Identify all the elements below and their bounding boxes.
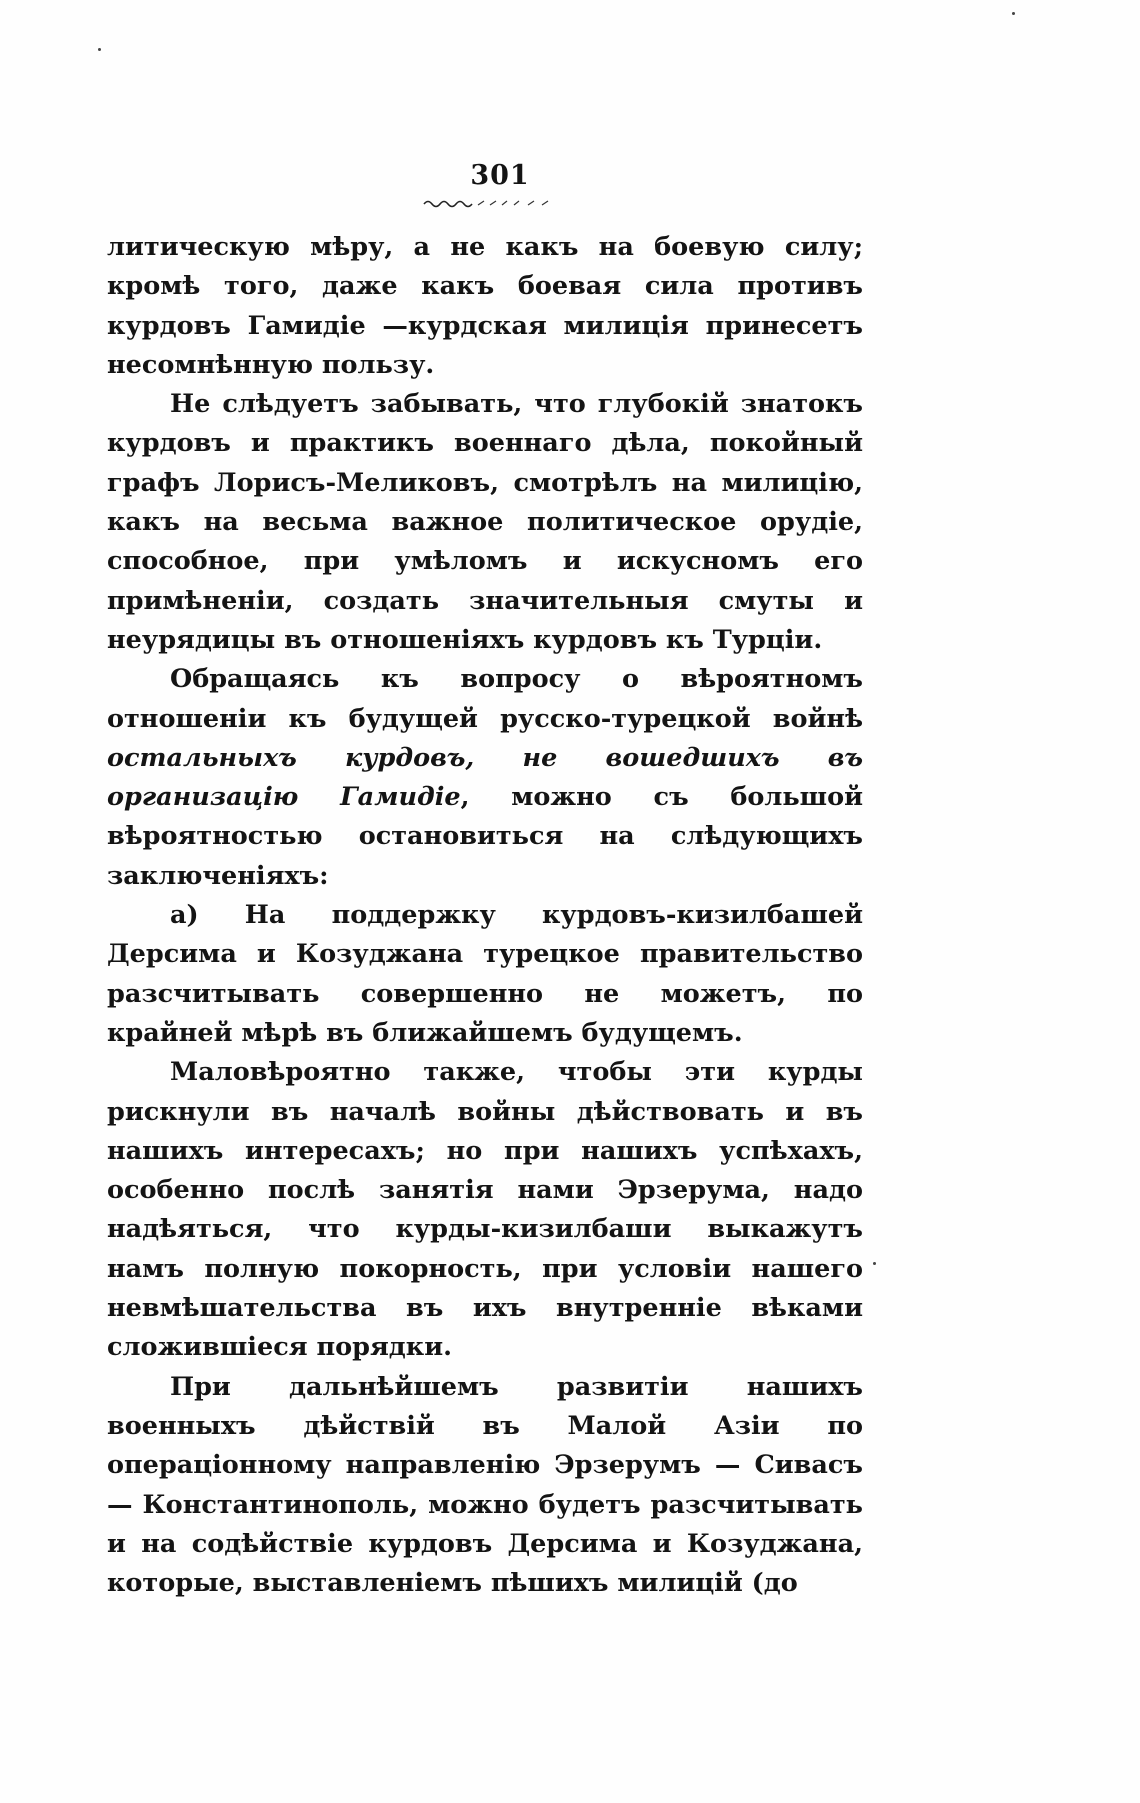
paragraph-2: Не слѣдуетъ забывать, что глубокій знатокъ курдовъ и практикъ военнаго дѣла, покойный графъ Лорисъ-Меликовъ, смотрѣлъ на милицію, какъ на весьма важное политическое орудіе, способное, при умѣломъ и искусномъ его примѣненіи, создать значительныя смуты и неурядицы въ отношеніяхъ курдовъ къ Турціи. bbox=[107, 389, 863, 655]
scan-speck bbox=[1012, 12, 1015, 15]
scan-speck bbox=[98, 48, 101, 51]
paragraph-4: а) На поддержку курдовъ-кизилбашей Дерсима и Козуджана турецкое правительство разсчитывать совершенно не можетъ, по крайней мѣрѣ въ ближайшемъ будущемъ. bbox=[107, 900, 863, 1048]
paragraph-3-text-start: Обращаясь къ вопросу о вѣроятномъ отношеніи къ будущей русско-турецкой войнѣ bbox=[107, 664, 863, 734]
paragraph-1: литическую мѣру, а не какъ на боевую силу; кромѣ того, даже какъ боевая сила противъ курдовъ Гамидіе —курдская милиція принесетъ несомнѣнную пользу. bbox=[107, 232, 863, 380]
paragraph-6: При дальнѣйшемъ развитіи нашихъ военныхъ дѣйствій въ Малой Азіи по операціонному направленію Эрзерумъ — Сивасъ — Константинополь, можно будетъ разсчитывать и на содѣйствіе курдовъ Дерсима и Козуджана, которые, выставленіемъ пѣшихъ милицій (до bbox=[107, 1371, 863, 1599]
page-number: 301 bbox=[470, 160, 530, 191]
body-text bbox=[107, 228, 863, 1603]
paragraph-3-italic-phrase: остальныхъ курдовъ, не вошедшихъ въ организацію Гамидіе bbox=[107, 742, 863, 813]
page-number-underline-ornament bbox=[420, 197, 560, 209]
paragraph-3-text-end: , можно съ большой вѣроятностью остановиться на слѣдующихъ заключеніяхъ: bbox=[107, 782, 863, 891]
paragraph-3 bbox=[107, 660, 863, 896]
scan-speck bbox=[873, 1262, 876, 1265]
paragraph-5: Маловѣроятно также, чтобы эти курды рискнули въ началѣ войны дѣйствовать и въ нашихъ интересахъ; но при нашихъ успѣхахъ, особенно послѣ занятія нами Эрзерума, надо надѣяться, что курды-кизилбаши выкажутъ намъ полную покорность, при условіи нашего невмѣшательства въ ихъ внутренніе вѣками сложившіеся порядки. bbox=[107, 1057, 863, 1363]
